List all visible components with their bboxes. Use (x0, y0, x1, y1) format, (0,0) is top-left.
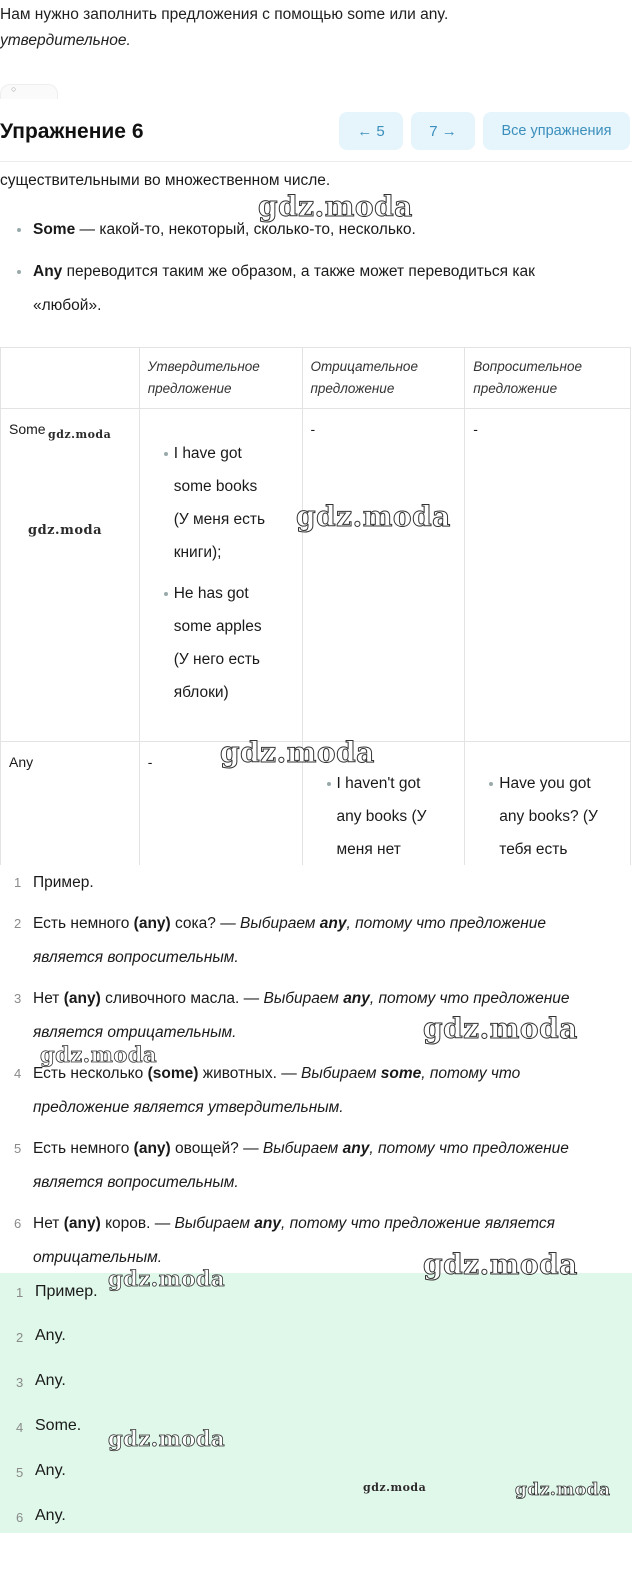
table-cell (465, 742, 631, 866)
row-label: Any (1, 742, 140, 866)
any-definition-cont: «любой». (33, 297, 102, 314)
answer-number: 1 (16, 1285, 24, 1300)
table-list-item: I haven't got any books (У меня нет (303, 767, 437, 865)
bullet-icon (17, 228, 21, 232)
answer-number: 6 (16, 1510, 24, 1525)
prev-exercise-button[interactable]: ← 5 (339, 112, 403, 150)
intro-line: Нам нужно заполнить предложения с помощью some или any. (0, 6, 449, 23)
table-cell: - (139, 742, 302, 866)
watermark: gdz.moda (108, 1266, 226, 1291)
collapsed-tab[interactable] (0, 84, 58, 99)
intro-line-italic: утвердительное. (0, 32, 131, 49)
answer-number: 5 (16, 1465, 24, 1480)
table-cell: - (465, 409, 631, 742)
all-exercises-button[interactable]: Все упражнения (483, 112, 630, 150)
bullet-icon (17, 270, 21, 274)
watermark: gdz.moda (423, 1248, 578, 1281)
answer-text: Any. (35, 1372, 66, 1389)
divider (0, 161, 632, 162)
table-cell: - (302, 409, 465, 742)
answer-text: Пример. (35, 1283, 98, 1300)
watermark: gdz.moda (515, 1480, 611, 1500)
watermark: gdz.moda (108, 1426, 226, 1451)
any-definition: переводится таким же образом, а также может переводиться как (62, 263, 535, 280)
answer-text: Any. (35, 1507, 66, 1524)
row-label: Some (1, 409, 140, 742)
answer-text: Any. (35, 1327, 66, 1344)
table-header: Утвердительное предложение (139, 348, 302, 409)
answer-text: Some. (35, 1417, 82, 1434)
watermark: gdz.moda (28, 523, 103, 538)
bullet-icon (164, 592, 168, 596)
page-title: Упражнение 6 (0, 120, 144, 143)
table-list-item: Have you got any books? (У тебя есть (465, 767, 609, 865)
table-list-item: He has got some apples (У него есть яблоки) (140, 577, 274, 709)
table-header: Отрицательное предложение (302, 348, 465, 409)
answer-number: 2 (16, 1330, 24, 1345)
table-cell (139, 409, 302, 742)
some-definition: — какой-то, некоторый, сколько-то, несколько. (75, 221, 416, 238)
answer-number: 3 (16, 1375, 24, 1390)
watermark: gdz.moda (296, 500, 451, 533)
explanation-text: существительными во множественном числе. (0, 172, 331, 189)
grammar-table-viewport[interactable] (0, 347, 632, 865)
any-word: Any (33, 263, 63, 280)
next-exercise-button[interactable]: 7 → (411, 112, 475, 150)
watermark: gdz.moda (258, 190, 413, 223)
bullet-icon (164, 452, 168, 456)
watermark: gdz.moda (48, 428, 112, 441)
watermark: gdz.moda (423, 1012, 578, 1045)
watermark: gdz.moda (220, 736, 375, 769)
table-header (1, 348, 140, 409)
list-item (0, 255, 632, 323)
answer-number: 4 (16, 1420, 24, 1435)
table-list-item: I have got some books (У меня есть книги); (140, 437, 274, 569)
answer-text: Any. (35, 1462, 66, 1479)
sentence-list: 1 Пример. 2 Есть немного (any) сока? — Выбираем any, потому что предложение является вопросительным. 3 Нет (any) сливочного масла. — Выбираем any, потому что предложение является отрицательным. 4 Есть несколько (some) животных. — Выбираем some, потому что предложение является утвердительным. 5 Есть немного (any) овощей? — Выбираем any, потому что предложение является вопросительным. 6 Нет (any) коров. — Выбираем any, потому что предложение является отрицательным. (14, 874, 570, 1266)
tab-icon: ○ (11, 84, 17, 94)
bullet-icon (489, 782, 493, 786)
watermark: gdz.moda (40, 1042, 158, 1067)
exercise-header (0, 104, 632, 162)
grammar-table (0, 347, 631, 865)
table-header: Вопросительное предложение (465, 348, 631, 409)
bullet-icon (327, 782, 331, 786)
some-word: Some (33, 221, 76, 238)
watermark: gdz.moda (363, 1481, 427, 1494)
